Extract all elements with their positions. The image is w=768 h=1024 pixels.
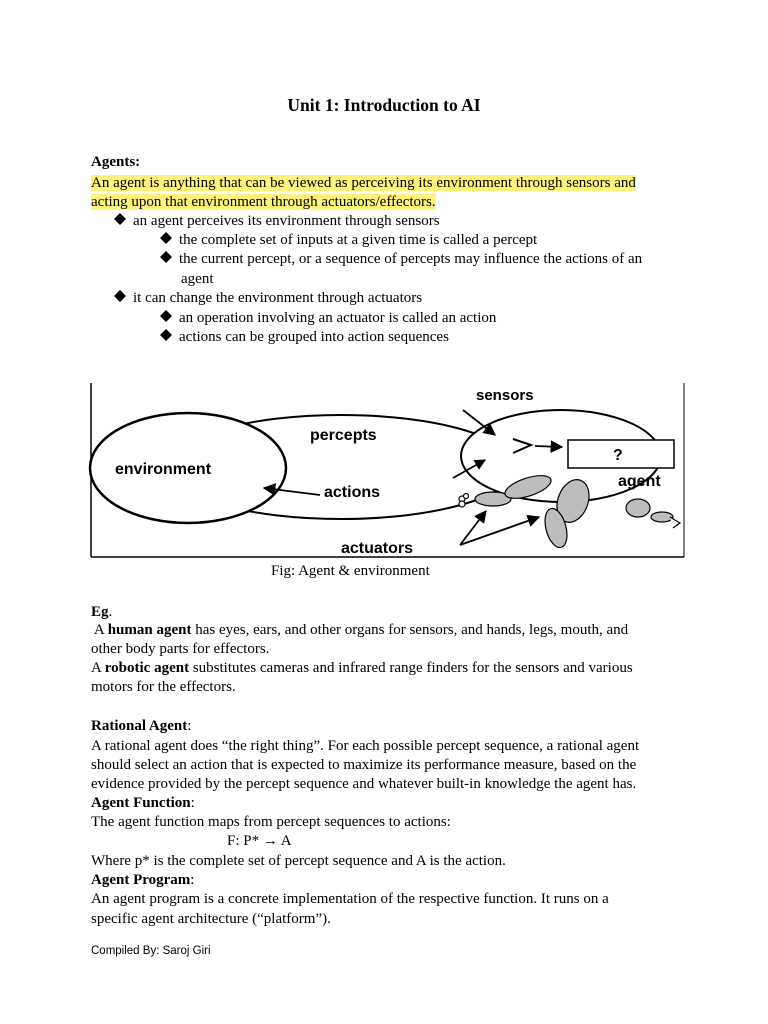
agent-program-heading-line: Agent Program: xyxy=(91,872,195,888)
agent-label: agent xyxy=(618,473,661,490)
highlight: acting upon that environment through actuators/effectors. xyxy=(91,194,436,210)
robotic-agent-line-2: motors for the effectors. xyxy=(91,679,236,695)
highlight: An agent is anything that can be viewed as perceiving its environment through sensors and xyxy=(91,175,636,191)
page-title: Unit 1: Introduction to AI xyxy=(287,95,481,115)
agent-function-line-1: The agent function maps from percept sequences to actions: xyxy=(91,814,451,830)
environment-label: environment xyxy=(115,461,212,478)
bullet-item: an agent perceives its environment through sensors xyxy=(114,212,440,231)
agents-heading: Agents: xyxy=(91,154,141,170)
rational-agent-line-1: A rational agent does “the right thing”. For each possible percept sequence, a rational agent xyxy=(91,738,640,754)
example-period: . xyxy=(108,604,113,620)
diamond-bullet-icon xyxy=(114,213,126,225)
agent-function-formula: F: P* → A xyxy=(227,833,292,849)
diamond-bullet-icon xyxy=(160,329,172,341)
sensor-to-box-arrow xyxy=(535,446,562,447)
agent-function-heading-line: Agent Function: xyxy=(91,795,195,811)
rational-agent-line-3: evidence provided by the percept sequence and whatever built-in knowledge the agent has. xyxy=(91,776,637,792)
actions-label: actions xyxy=(324,484,381,501)
agent-function-heading: Agent Function xyxy=(91,795,191,811)
agent-program-line-1: An agent program is a concrete implementation of the respective function. It runs on a xyxy=(91,891,609,907)
example-heading-line xyxy=(91,603,112,622)
example-heading: Eg xyxy=(91,604,109,620)
agent-program-heading: Agent Program xyxy=(91,872,191,888)
rational-agent-heading: Rational Agent xyxy=(91,718,188,734)
robotic-agent-line-1: A robotic agent substitutes cameras and infrared range finders for the sensors and various xyxy=(91,660,633,676)
agent-function-line-2: Where p* is the complete set of percept sequence and A is the action. xyxy=(91,853,506,869)
sub-bullet-item: the complete set of inputs at a given time is called a percept xyxy=(160,231,537,250)
actuators-label: actuators xyxy=(341,540,414,557)
rational-agent-line-2: should select an action that is expected to maximize its performance measure, based on the xyxy=(91,757,637,773)
human-agent-term: human agent xyxy=(107,622,192,638)
figure-caption: Fig: Agent & environment xyxy=(271,563,430,579)
diamond-bullet-icon xyxy=(160,251,172,263)
sub-bullet-item: the current percept, or a sequence of percepts may influence the actions of an xyxy=(160,250,642,269)
footer-compiled-by: Compiled By: Saroj Giri xyxy=(91,945,211,957)
robotic-agent-term: robotic agent xyxy=(104,660,190,676)
diamond-bullet-icon xyxy=(160,232,172,244)
actuator-arrow-leg xyxy=(460,517,539,545)
sub-bullet-continuation: agent xyxy=(181,271,214,287)
sub-bullet-item: actions can be grouped into action sequences xyxy=(160,328,449,347)
agent-program-line-2: specific agent architecture (“platform”). xyxy=(91,911,331,927)
agents-definition-line-1 xyxy=(91,174,636,193)
agents-definition-line-2 xyxy=(91,193,436,212)
bullet-item: it can change the environment through actuators xyxy=(114,289,422,308)
sensors-label: sensors xyxy=(476,387,534,404)
human-agent-line-2: other body parts for effectors. xyxy=(91,641,270,657)
rational-agent-heading-line: Rational Agent: xyxy=(91,718,192,734)
percepts-label: percepts xyxy=(310,427,377,444)
human-agent-line-1: A human agent has eyes, ears, and other organs for sensors, and hands, legs, mouth, and xyxy=(91,622,629,638)
sub-bullet-item: an operation involving an actuator is called an action xyxy=(160,309,496,328)
agent-environment-diagram xyxy=(88,383,688,563)
diamond-bullet-icon xyxy=(114,290,126,302)
question-mark-label: ? xyxy=(613,447,623,464)
diamond-bullet-icon xyxy=(160,310,172,322)
